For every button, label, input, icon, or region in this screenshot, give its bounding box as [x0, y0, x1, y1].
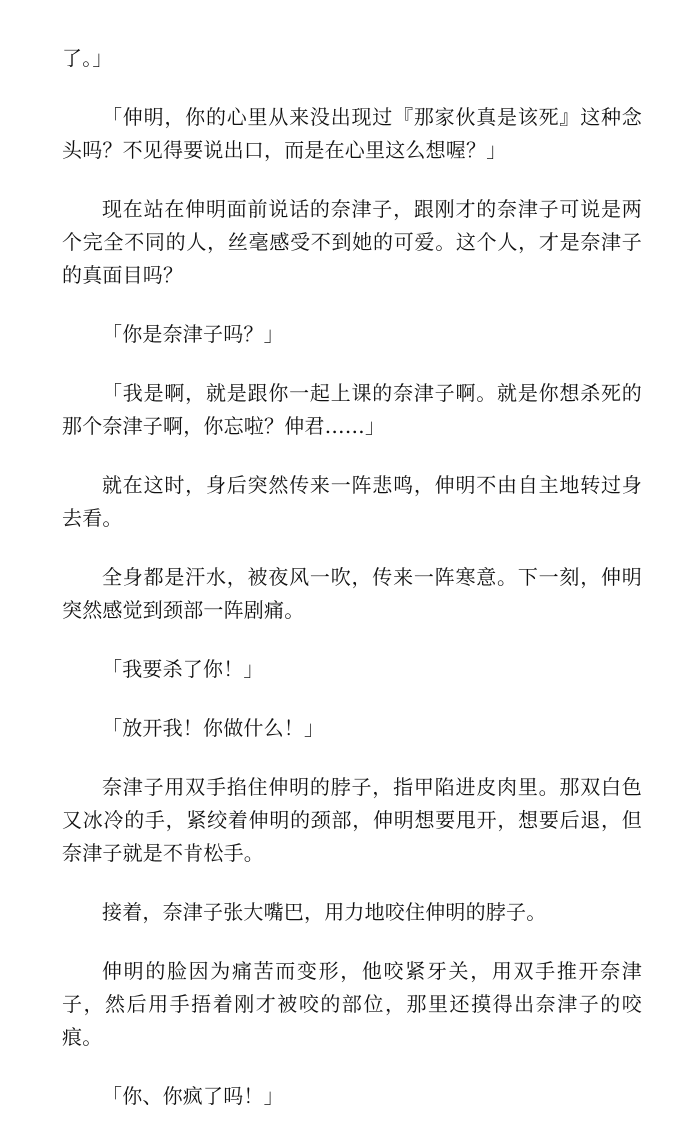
paragraph-12: 伸明的脸因为痛苦而变形，他咬紧牙关，用双手推开奈津子，然后用手捂着刚才被咬的部位，那里还摸得出奈津子的咬痕。 [62, 959, 642, 1049]
paragraph-3: 现在站在伸明面前说话的奈津子，跟刚才的奈津子可说是两个完全不同的人，丝毫感受不到她的可爱。这个人，才是奈津子的真面目吗？ [62, 197, 642, 287]
paragraph-8: 「我要杀了你！」 [102, 657, 264, 681]
paragraph-2: 「伸明，你的心里从来没出现过『那家伙真是该死』这种念头吗？不见得要说出口，而是在心里这么想喔？」 [62, 105, 642, 162]
paragraph-5: 「我是啊，就是跟你一起上课的奈津子啊。就是你想杀死的那个奈津子啊，你忘啦？伸君……」 [62, 381, 642, 438]
paragraph-9: 「放开我！你做什么！」 [102, 716, 325, 740]
paragraph-10: 奈津子用双手掐住伸明的脖子，指甲陷进皮肉里。那双白色又冰冷的手，紧绞着伸明的颈部，伸明想要甩开，想要后退，但奈津子就是不肯松手。 [62, 775, 642, 865]
paragraph-7: 全身都是汗水，被夜风一吹，传来一阵寒意。下一刻，伸明突然感觉到颈部一阵剧痛。 [62, 565, 642, 622]
paragraph-1: 了。」 [62, 46, 113, 70]
paragraph-4: 「你是奈津子吗？」 [102, 322, 284, 346]
paragraph-11: 接着，奈津子张大嘴巴，用力地咬住伸明的脖子。 [102, 900, 547, 924]
paragraph-6: 就在这时，身后突然传来一阵悲鸣，伸明不由自主地转过身去看。 [62, 473, 642, 530]
document-page [62, 42, 642, 1139]
paragraph-13: 「你、你疯了吗！」 [102, 1084, 284, 1108]
